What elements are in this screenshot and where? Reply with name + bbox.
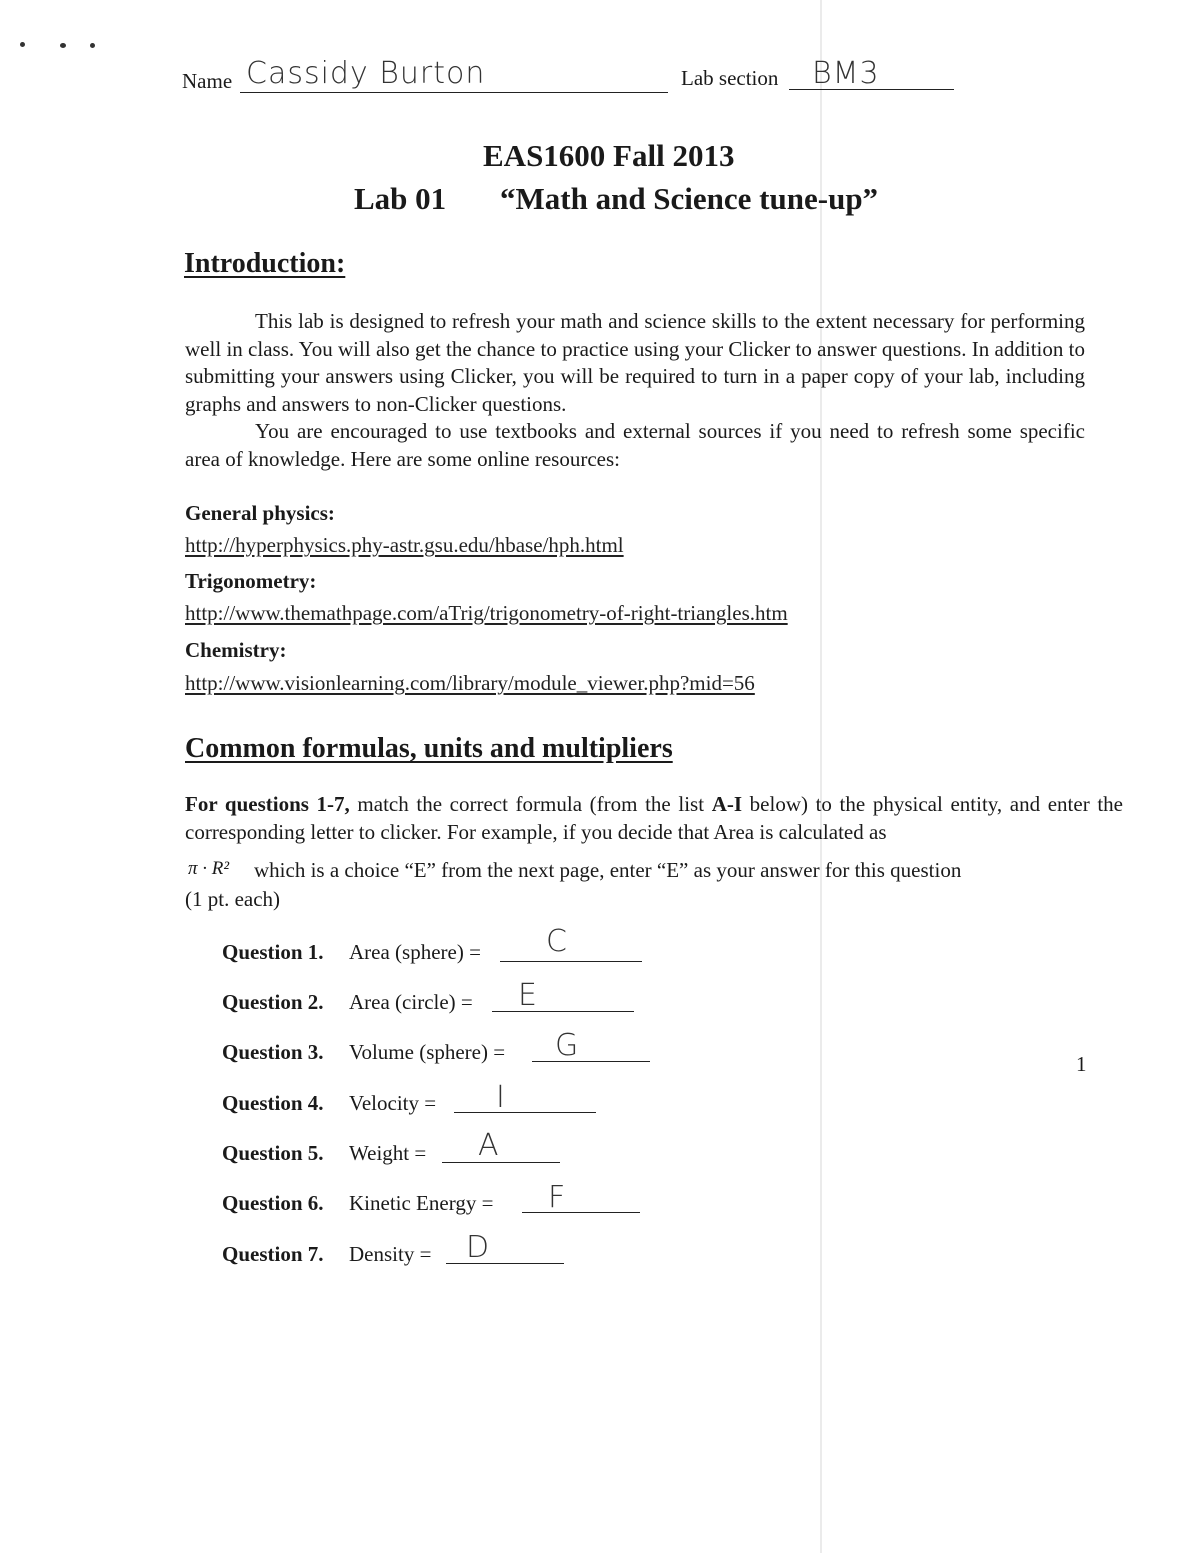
question-6-label: Question 6. bbox=[222, 1191, 324, 1215]
question-5-answer: A bbox=[478, 1128, 500, 1163]
resource-label-chemistry: Chemistry: bbox=[185, 638, 287, 662]
question-5-text: Weight = bbox=[349, 1141, 427, 1165]
instr-bold-range: A-I bbox=[711, 792, 743, 816]
instr-bold-questions: For questions 1-7, bbox=[185, 792, 350, 816]
intro-paragraph-1: This lab is designed to refresh your math and science skills to the extent necessary for performing well in class. You will also get the chance to practice using your Clicker to answer questions. In addition to submitting your answers using Clicker, you will be required to turn in a paper copy of your lab, including graphs and answers to non-Clicker questions. bbox=[185, 309, 1085, 416]
scan-mark bbox=[90, 43, 95, 48]
question-5-answer-line[interactable] bbox=[442, 1162, 560, 1163]
question-4-text: Velocity = bbox=[349, 1091, 437, 1115]
question-3-answer-line[interactable] bbox=[532, 1061, 650, 1062]
name-value: Cassidy Burton bbox=[246, 56, 486, 91]
lab-name: “Math and Science tune-up” bbox=[500, 181, 879, 216]
question-6-answer-line[interactable] bbox=[522, 1212, 640, 1213]
lab-section-value: BM3 bbox=[812, 56, 880, 91]
question-3-label: Question 3. bbox=[222, 1040, 324, 1064]
scan-fold-line bbox=[820, 0, 822, 1553]
question-2-label: Question 2. bbox=[222, 990, 324, 1014]
question-1-answer: C bbox=[546, 924, 568, 959]
question-7-label: Question 7. bbox=[222, 1242, 324, 1266]
question-3-text: Volume (sphere) = bbox=[349, 1040, 506, 1064]
question-6-text: Kinetic Energy = bbox=[349, 1191, 494, 1215]
question-4-answer-line[interactable] bbox=[454, 1112, 596, 1113]
resource-label-trigonometry: Trigonometry: bbox=[185, 569, 317, 593]
instr-text-1: match the correct formula (from the list bbox=[349, 792, 712, 816]
question-6-answer: F bbox=[548, 1180, 567, 1215]
lab-section-label: Lab section bbox=[681, 66, 779, 90]
resource-link-physics[interactable]: http://hyperphysics.phy-astr.gsu.edu/hbase/hph.html bbox=[185, 533, 624, 557]
scan-mark bbox=[20, 42, 25, 47]
instr-text-2: below) to the physical entity, and enter the corresponding letter to clicker. For example, if you decide that Area is calculated as bbox=[185, 792, 1123, 844]
formulas-heading: Common formulas, units and multipliers bbox=[185, 733, 673, 764]
formulas-instructions bbox=[185, 791, 1123, 846]
question-1-label: Question 1. bbox=[222, 940, 324, 964]
question-5-label: Question 5. bbox=[222, 1141, 324, 1165]
question-1-text: Area (sphere) = bbox=[349, 940, 481, 964]
points-note: (1 pt. each) bbox=[185, 887, 281, 911]
scan-mark bbox=[60, 43, 66, 48]
formula-example: π · R² bbox=[188, 858, 230, 879]
introduction-heading: Introduction: bbox=[184, 248, 346, 279]
question-7-text: Density = bbox=[349, 1242, 432, 1266]
lab-number: Lab 01 bbox=[354, 181, 447, 216]
name-underline bbox=[240, 92, 668, 93]
resource-label-physics: General physics: bbox=[185, 501, 335, 525]
name-label: Name bbox=[182, 69, 233, 93]
page-number: 1 bbox=[1076, 1052, 1087, 1076]
question-3-answer: G bbox=[555, 1028, 580, 1063]
question-2-text: Area (circle) = bbox=[349, 990, 473, 1014]
course-title: EAS1600 Fall 2013 bbox=[483, 138, 735, 173]
question-2-answer: E bbox=[518, 978, 538, 1013]
question-4-answer: I bbox=[496, 1080, 506, 1115]
question-2-answer-line[interactable] bbox=[492, 1011, 634, 1012]
question-4-label: Question 4. bbox=[222, 1091, 324, 1115]
resource-link-chemistry[interactable]: http://www.visionlearning.com/library/module_viewer.php?mid=56 bbox=[185, 671, 755, 695]
resource-link-trigonometry[interactable]: http://www.themathpage.com/aTrig/trigonometry-of-right-triangles.htm bbox=[185, 601, 788, 625]
instr-text-3: which is a choice “E” from the next page, enter “E” as your answer for this question bbox=[254, 858, 962, 882]
question-7-answer-line[interactable] bbox=[446, 1263, 564, 1264]
question-1-answer-line[interactable] bbox=[500, 961, 642, 962]
intro-paragraph-2: You are encouraged to use textbooks and external sources if you need to refresh some specific area of knowledge. Here are some online resources: bbox=[185, 419, 1085, 471]
question-7-answer: D bbox=[466, 1230, 491, 1265]
